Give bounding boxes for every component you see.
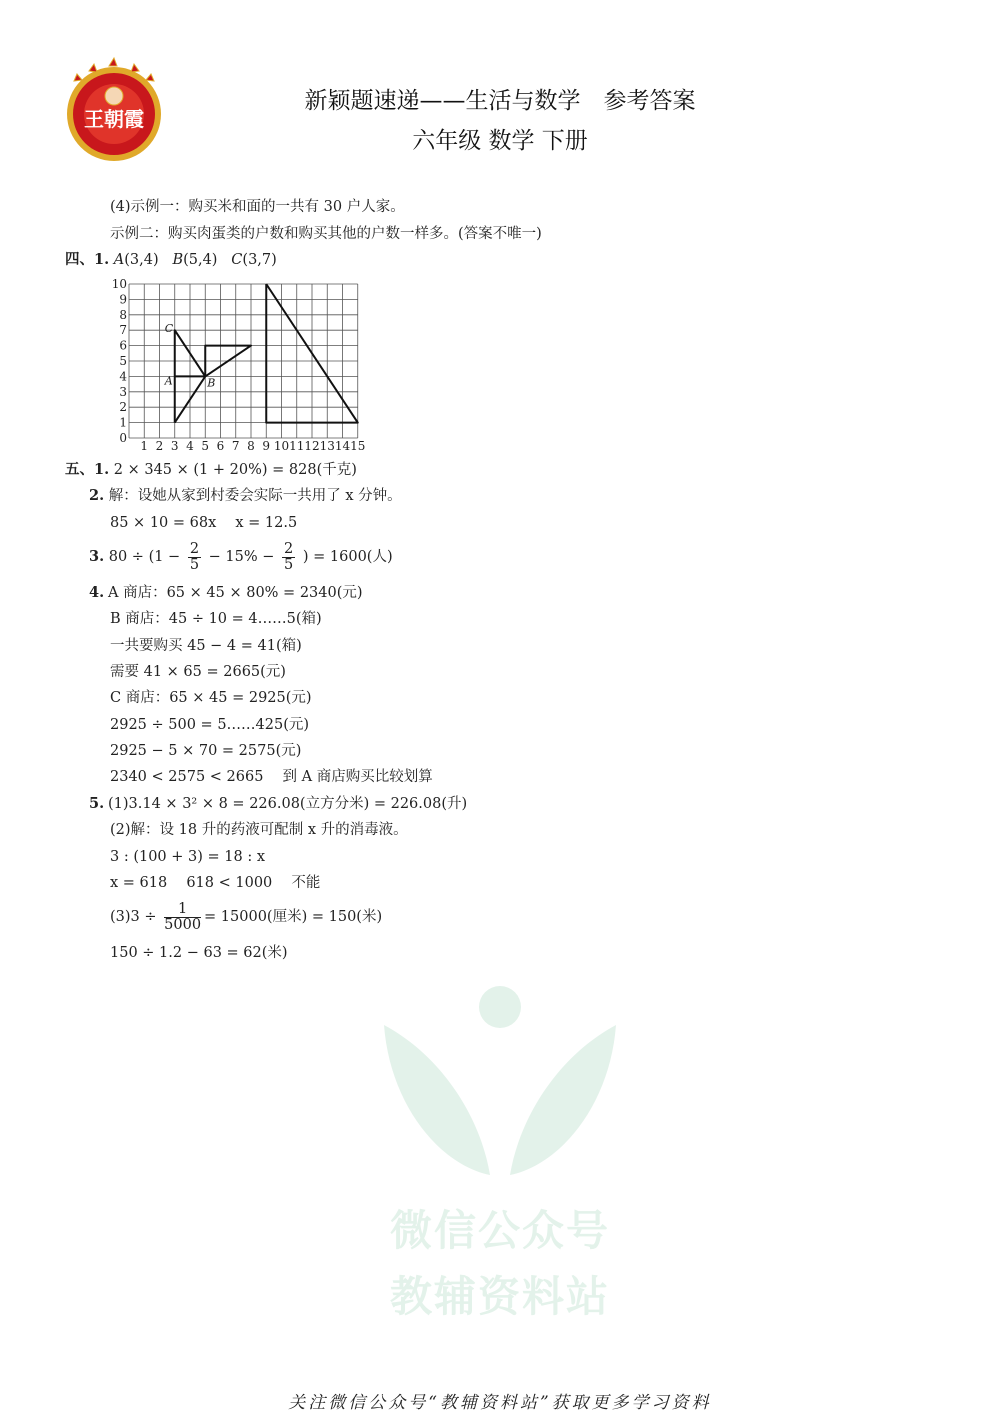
fraction: $\frac{1}{5000}$ xyxy=(164,900,202,933)
point-label: B xyxy=(207,376,216,390)
section4-q1: 四、1. A(3,4) B(5,4) C(3,7) xyxy=(65,251,277,268)
x-tick-label: 1 xyxy=(140,439,149,453)
shape-outline xyxy=(175,346,251,423)
x-tick-label: 11 xyxy=(289,439,305,453)
x-tick-label: 7 xyxy=(231,439,240,453)
answer-line: 2925 ÷ 500 = 5……425(元) xyxy=(110,716,310,733)
x-tick-label: 12 xyxy=(304,439,320,453)
answer-line: A 商店：65 × 45 × 80% = 2340(元) xyxy=(108,585,363,601)
answer-line: 一共要购买 45 − 4 = 41(箱) xyxy=(110,637,302,654)
x-tick-label: 5 xyxy=(201,439,210,453)
x-tick-label: 14 xyxy=(334,439,351,453)
answer-line: 3 : (100 + 3) = 18 : x xyxy=(110,848,266,865)
y-tick-label: 4 xyxy=(119,369,127,384)
answer-line: C 商店：65 × 45 = 2925(元) xyxy=(110,690,312,707)
doc-title: 新颖题速递——生活与数学 参考答案 xyxy=(304,88,696,114)
question-number: 4. xyxy=(89,584,105,601)
section5-q1: 五、1. 2 × 345 × (1 + 20%) = 828(千克) xyxy=(65,461,357,478)
x-tick-label: 2 xyxy=(155,439,164,453)
section5-q5-3: (3)3 ÷ $\frac{1}{5000}$ = 15000(厘米) = 150(米) xyxy=(110,900,383,933)
y-tick-label: 7 xyxy=(119,323,127,338)
answer-line: (1)3.14 × 3² × 8 = 226.08(立方分米) = 226.08(升) xyxy=(108,796,468,812)
y-tick-label: 10 xyxy=(111,277,127,291)
answer-line: 85 × 10 = 68x x = 12.5 xyxy=(110,515,298,531)
shape-outline xyxy=(266,284,358,423)
y-tick-label: 6 xyxy=(119,338,127,353)
x-tick-label: 4 xyxy=(186,439,194,453)
answer-line: (4)示例一：购买米和面的一共有 30 户人家。 xyxy=(110,199,405,215)
y-tick-label: 9 xyxy=(119,292,127,307)
answer-line: (2)解：设 18 升的药液可配制 x 升的消毒液。 xyxy=(110,822,408,839)
doc-subtitle: 六年级 数学 下册 xyxy=(412,128,588,154)
y-tick-label: 0 xyxy=(119,431,127,445)
x-tick-label: 15 xyxy=(350,439,366,453)
y-tick-label: 3 xyxy=(119,384,127,399)
watermark-text: 教辅资料站 xyxy=(389,1272,610,1321)
fraction: $\frac{2}{5}$ xyxy=(284,540,294,573)
x-tick-label: 10 xyxy=(273,439,290,453)
x-tick-label: 3 xyxy=(170,439,179,453)
answer-line: 需要 41 × 65 = 2665(元) xyxy=(110,663,286,680)
answer-line: 2925 − 5 × 70 = 2575(元) xyxy=(110,742,302,759)
footer-note: 关注微信公众号“教辅资料站”获取更多学习资料 xyxy=(288,1393,712,1413)
section5-q2: 2. 解：设她从家到村委会实际一共用了 x 分钟。 xyxy=(89,487,402,504)
answer-line: B 商店：45 ÷ 10 = 4……5(箱) xyxy=(110,611,322,628)
section5-q3: 3. 80 ÷ (1 − $\frac{2}{5}$ − 15% − $\frac{2}{5}$ ) = 1600(人) xyxy=(89,540,393,573)
y-tick-label: 2 xyxy=(119,400,127,415)
point-label: C xyxy=(164,322,174,336)
point-label: A xyxy=(164,374,173,388)
answer-line: x = 618 618 < 1000 不能 xyxy=(110,874,321,891)
question-number: 四、1. xyxy=(65,251,110,268)
y-tick-label: 1 xyxy=(119,415,127,430)
x-tick-label: 6 xyxy=(216,439,225,453)
watermark-text: 微信公众号 xyxy=(389,1206,610,1255)
x-tick-label: 8 xyxy=(247,439,255,453)
answer-line: 示例二：购买肉蛋类的户数和购买其他的户数一样多。(答案不唯一) xyxy=(110,226,542,242)
answer-line: 2340 < 2575 < 2665 到 A 商店购买比较划算 xyxy=(110,769,433,786)
shape-outline xyxy=(175,330,206,422)
svg-text:王朝霞: 王朝霞 xyxy=(84,107,144,131)
fraction: $\frac{2}{5}$ xyxy=(189,540,200,573)
x-tick-label: 13 xyxy=(319,439,335,453)
answer-line: 150 ÷ 1.2 − 63 = 62(米) xyxy=(110,945,288,961)
y-tick-label: 5 xyxy=(119,354,127,368)
x-tick-label: 9 xyxy=(262,439,271,453)
watermark-leaf-icon xyxy=(380,985,620,1180)
question-number: 5. xyxy=(89,795,105,812)
y-tick-label: 8 xyxy=(119,307,127,322)
